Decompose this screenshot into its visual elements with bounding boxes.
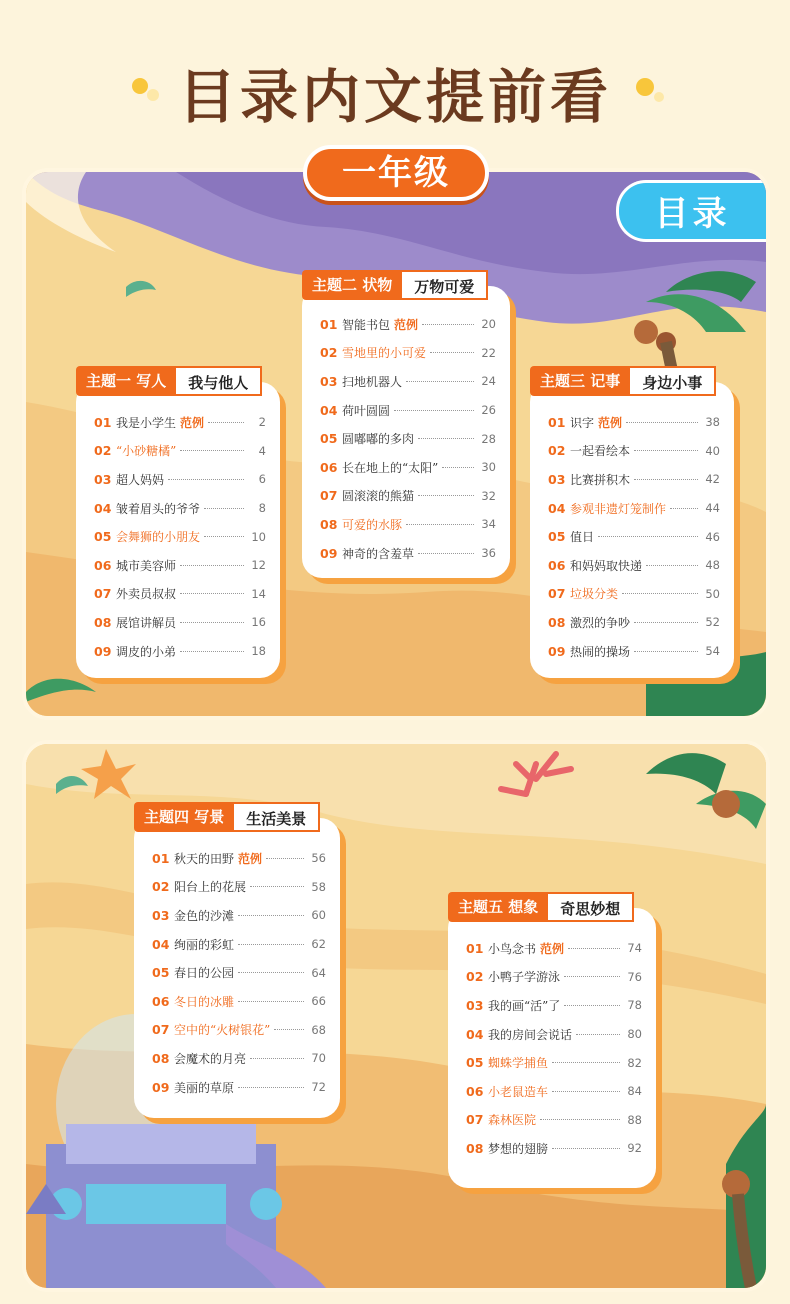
entry-page: 12 bbox=[251, 558, 266, 573]
dotted-leader bbox=[394, 410, 474, 411]
entry-page: 62 bbox=[311, 937, 326, 952]
entry-title: 我是小学生 bbox=[116, 415, 177, 430]
toc-entry bbox=[548, 551, 720, 580]
entry-number: 06 bbox=[94, 557, 112, 573]
toc-entry bbox=[152, 873, 326, 902]
toc-entry bbox=[94, 494, 266, 523]
entry-number: 07 bbox=[94, 586, 112, 602]
toc-entry bbox=[152, 1016, 326, 1045]
contents-tag: 目录 bbox=[616, 180, 766, 242]
entry-title: 一起看绘本 bbox=[570, 444, 631, 459]
entry-title: 和妈妈取快递 bbox=[570, 558, 643, 573]
toc-entry bbox=[94, 580, 266, 609]
entry-number: 05 bbox=[320, 431, 338, 447]
entry-title: 超人妈妈 bbox=[116, 472, 165, 487]
entry-page: 72 bbox=[311, 1080, 326, 1095]
entry-title: 圆滚滚的熊猫 bbox=[342, 489, 415, 504]
example-badge: 范例 bbox=[394, 317, 419, 332]
entry-number: 02 bbox=[94, 443, 112, 459]
dotted-leader bbox=[238, 944, 304, 945]
toc-entry bbox=[548, 408, 720, 437]
entry-number: 05 bbox=[94, 529, 112, 545]
theme-tab bbox=[134, 802, 320, 832]
toc-entry bbox=[94, 408, 266, 437]
entry-number: 08 bbox=[94, 614, 112, 630]
entry-page: 24 bbox=[481, 374, 496, 389]
toc-entry bbox=[466, 1106, 642, 1135]
entry-title: 智能书包 bbox=[342, 317, 391, 332]
entry-title: 我的画“活”了 bbox=[488, 998, 561, 1013]
entry-number: 07 bbox=[466, 1112, 484, 1128]
toc-panel-top bbox=[22, 168, 770, 720]
theme-tab bbox=[76, 366, 262, 396]
entry-number: 03 bbox=[94, 471, 112, 487]
dotted-leader bbox=[250, 886, 304, 887]
entry-page: 50 bbox=[705, 586, 720, 601]
entry-page: 82 bbox=[627, 1055, 642, 1070]
entry-page: 36 bbox=[481, 546, 496, 561]
entry-title: 空中的“火树银花” bbox=[174, 1023, 271, 1038]
dotted-leader bbox=[634, 479, 698, 480]
entry-number: 01 bbox=[94, 414, 112, 430]
toc-card-theme5 bbox=[448, 898, 656, 1188]
dotted-leader bbox=[208, 422, 244, 423]
entry-page: 56 bbox=[311, 851, 326, 866]
entry-page: 18 bbox=[251, 644, 266, 659]
dotted-leader bbox=[180, 651, 244, 652]
entry-title: 调皮的小弟 bbox=[116, 644, 177, 659]
toc-card-theme4 bbox=[134, 808, 340, 1118]
entry-title: 冬日的冰雕 bbox=[174, 994, 235, 1009]
toc-entry bbox=[152, 1073, 326, 1102]
dotted-leader bbox=[266, 858, 304, 859]
dotted-leader bbox=[180, 593, 244, 594]
entry-number: 07 bbox=[152, 1022, 170, 1038]
toc-entry bbox=[466, 1077, 642, 1106]
dotted-leader bbox=[598, 536, 698, 537]
entry-page: 74 bbox=[627, 941, 642, 956]
toc-entry bbox=[320, 453, 496, 482]
entry-number: 09 bbox=[94, 643, 112, 659]
entry-page: 38 bbox=[705, 415, 720, 430]
toc-entry bbox=[152, 930, 326, 959]
entry-page: 54 bbox=[705, 644, 720, 659]
entry-title: 比赛拼积木 bbox=[570, 472, 631, 487]
entry-page: 88 bbox=[627, 1112, 642, 1127]
toc-list bbox=[320, 310, 496, 567]
toc-entry bbox=[320, 310, 496, 339]
entry-number: 08 bbox=[320, 516, 338, 532]
dotted-leader bbox=[646, 565, 698, 566]
entry-page: 78 bbox=[627, 998, 642, 1013]
toc-entry bbox=[152, 987, 326, 1016]
entry-page: 10 bbox=[251, 529, 266, 544]
dotted-leader bbox=[180, 622, 244, 623]
dotted-leader bbox=[568, 948, 620, 949]
dotted-leader bbox=[576, 1034, 620, 1035]
entry-title: 绚丽的彩虹 bbox=[174, 937, 235, 952]
dotted-leader bbox=[430, 352, 474, 353]
theme-topic: 身边小事 bbox=[630, 366, 716, 396]
toc-entry bbox=[548, 494, 720, 523]
theme-topic: 万物可爱 bbox=[402, 270, 488, 300]
entry-number: 07 bbox=[320, 488, 338, 504]
entry-number: 02 bbox=[466, 969, 484, 985]
example-badge: 范例 bbox=[180, 415, 205, 430]
entry-page: 70 bbox=[311, 1051, 326, 1066]
entry-number: 04 bbox=[548, 500, 566, 516]
toc-entry bbox=[152, 958, 326, 987]
dotted-leader bbox=[418, 438, 474, 439]
entry-number: 08 bbox=[152, 1050, 170, 1066]
entry-number: 03 bbox=[320, 373, 338, 389]
entry-number: 06 bbox=[320, 459, 338, 475]
entry-number: 01 bbox=[152, 850, 170, 866]
entry-page: 64 bbox=[311, 965, 326, 980]
dotted-leader bbox=[238, 1001, 304, 1002]
toc-entry bbox=[466, 934, 642, 963]
toc-entry bbox=[466, 1048, 642, 1077]
entry-page: 14 bbox=[251, 586, 266, 601]
entry-page: 42 bbox=[705, 472, 720, 487]
entry-title: 小老鼠造车 bbox=[488, 1084, 549, 1099]
example-badge: 范例 bbox=[540, 941, 565, 956]
toc-entry bbox=[94, 465, 266, 494]
entry-number: 04 bbox=[94, 500, 112, 516]
entry-title: 梦想的翅膀 bbox=[488, 1141, 549, 1156]
entry-page: 40 bbox=[705, 443, 720, 458]
example-badge: 范例 bbox=[238, 851, 263, 866]
theme-label: 主题四 写景 bbox=[134, 802, 234, 832]
entry-title: 激烈的争吵 bbox=[570, 615, 631, 630]
dotted-leader bbox=[422, 324, 474, 325]
toc-list bbox=[152, 844, 326, 1101]
dotted-leader bbox=[250, 1058, 304, 1059]
dotted-leader bbox=[238, 972, 304, 973]
entry-title: 可爱的水豚 bbox=[342, 517, 403, 532]
entry-title: 春日的公园 bbox=[174, 966, 235, 981]
toc-entry bbox=[320, 482, 496, 511]
entry-page: 20 bbox=[481, 317, 496, 332]
toc-entry bbox=[548, 608, 720, 637]
entry-number: 04 bbox=[320, 402, 338, 418]
entry-page: 80 bbox=[627, 1027, 642, 1042]
entry-title: 扫地机器人 bbox=[342, 374, 403, 389]
entry-title: 长在地上的“太阳” bbox=[342, 460, 439, 475]
dotted-leader bbox=[540, 1119, 620, 1120]
toc-entry bbox=[320, 424, 496, 453]
entry-title: 我的房间会说话 bbox=[488, 1027, 573, 1042]
entry-page: 58 bbox=[311, 879, 326, 894]
entry-title: 森林医院 bbox=[488, 1113, 537, 1128]
dotted-leader bbox=[622, 593, 698, 594]
entry-page: 34 bbox=[481, 517, 496, 532]
dotted-leader bbox=[204, 536, 244, 537]
entry-title: 圆嘟嘟的多肉 bbox=[342, 432, 415, 447]
dotted-leader bbox=[418, 553, 474, 554]
toc-entry bbox=[548, 637, 720, 666]
entry-page: 44 bbox=[705, 501, 720, 516]
entry-number: 05 bbox=[548, 529, 566, 545]
entry-page: 68 bbox=[311, 1022, 326, 1037]
entry-title: 荷叶圆圆 bbox=[342, 403, 391, 418]
dotted-leader bbox=[406, 524, 474, 525]
entry-title: 皱着眉头的爷爷 bbox=[116, 501, 201, 516]
toc-entry bbox=[466, 1134, 642, 1163]
dotted-leader bbox=[168, 479, 244, 480]
dotted-leader bbox=[442, 467, 474, 468]
entry-page: 46 bbox=[705, 529, 720, 544]
entry-page: 76 bbox=[627, 969, 642, 984]
toc-card-theme2 bbox=[302, 276, 510, 578]
theme-topic: 我与他人 bbox=[176, 366, 262, 396]
toc-entry bbox=[548, 580, 720, 609]
dotted-leader bbox=[634, 622, 698, 623]
entry-page: 30 bbox=[481, 460, 496, 475]
entry-number: 01 bbox=[320, 316, 338, 332]
entry-page: 28 bbox=[481, 431, 496, 446]
toc-panel-bottom bbox=[22, 740, 770, 1292]
entry-page: 2 bbox=[258, 415, 266, 430]
dotted-leader bbox=[626, 422, 698, 423]
example-badge: 范例 bbox=[598, 415, 623, 430]
entry-title: 阳台上的花展 bbox=[174, 880, 247, 895]
theme-tab bbox=[530, 366, 716, 396]
entry-title: 展馆讲解员 bbox=[116, 615, 177, 630]
toc-entry bbox=[466, 1020, 642, 1049]
entry-page: 26 bbox=[481, 403, 496, 418]
dotted-leader bbox=[406, 381, 474, 382]
theme-label: 主题二 状物 bbox=[302, 270, 402, 300]
entry-title: 美丽的草原 bbox=[174, 1080, 235, 1095]
dotted-leader bbox=[204, 508, 244, 509]
entry-number: 02 bbox=[320, 345, 338, 361]
toc-entry bbox=[320, 339, 496, 368]
entry-page: 66 bbox=[311, 994, 326, 1009]
entry-page: 52 bbox=[705, 615, 720, 630]
entry-title: 城市美容师 bbox=[116, 558, 177, 573]
dotted-leader bbox=[238, 1087, 304, 1088]
entry-number: 02 bbox=[152, 879, 170, 895]
toc-entry bbox=[94, 522, 266, 551]
entry-number: 03 bbox=[466, 997, 484, 1013]
dotted-leader bbox=[564, 1005, 620, 1006]
entry-title: 会舞狮的小朋友 bbox=[116, 530, 201, 545]
dotted-leader bbox=[564, 976, 620, 977]
theme-topic: 生活美景 bbox=[234, 802, 320, 832]
toc-entry bbox=[320, 510, 496, 539]
entry-title: 值日 bbox=[570, 530, 595, 545]
entry-page: 32 bbox=[481, 488, 496, 503]
entry-number: 03 bbox=[152, 907, 170, 923]
entry-number: 02 bbox=[548, 443, 566, 459]
theme-label: 主题五 想象 bbox=[448, 892, 548, 922]
dotted-leader bbox=[274, 1029, 304, 1030]
toc-list bbox=[94, 408, 266, 665]
entry-number: 06 bbox=[466, 1083, 484, 1099]
entry-title: 秋天的田野 bbox=[174, 851, 235, 866]
entry-number: 05 bbox=[152, 965, 170, 981]
entry-number: 04 bbox=[152, 936, 170, 952]
entry-title: 热闹的操场 bbox=[570, 644, 631, 659]
entry-page: 4 bbox=[258, 443, 266, 458]
entry-number: 04 bbox=[466, 1026, 484, 1042]
toc-entry bbox=[548, 437, 720, 466]
entry-title: 识字 bbox=[570, 415, 595, 430]
dotted-leader bbox=[418, 495, 474, 496]
entry-title: 小鸟念书 bbox=[488, 941, 537, 956]
page-title: 目录内文提前看 bbox=[177, 63, 612, 131]
dotted-leader bbox=[670, 508, 698, 509]
entry-page: 22 bbox=[481, 345, 496, 360]
theme-tab bbox=[448, 892, 634, 922]
entry-title: 雪地里的小可爱 bbox=[342, 346, 427, 361]
dotted-leader bbox=[180, 565, 244, 566]
entry-title: 蜘蛛学捕鱼 bbox=[488, 1056, 549, 1071]
dotted-leader bbox=[634, 651, 698, 652]
entry-number: 08 bbox=[466, 1140, 484, 1156]
toc-entry bbox=[152, 1044, 326, 1073]
toc-list bbox=[466, 934, 642, 1163]
toc-entry bbox=[466, 963, 642, 992]
grade-badge: 一年级 bbox=[303, 145, 489, 201]
entry-number: 09 bbox=[152, 1079, 170, 1095]
entry-title: 小鸭子学游泳 bbox=[488, 970, 561, 985]
entry-title: 垃圾分类 bbox=[570, 587, 619, 602]
entry-number: 05 bbox=[466, 1055, 484, 1071]
entry-number: 01 bbox=[466, 940, 484, 956]
dotted-leader bbox=[552, 1091, 620, 1092]
entry-number: 09 bbox=[548, 643, 566, 659]
entry-number: 06 bbox=[548, 557, 566, 573]
entry-title: “小砂糖橘” bbox=[116, 444, 177, 459]
theme-topic: 奇思妙想 bbox=[548, 892, 634, 922]
theme-label: 主题三 记事 bbox=[530, 366, 630, 396]
entry-page: 16 bbox=[251, 615, 266, 630]
entry-title: 金色的沙滩 bbox=[174, 908, 235, 923]
entry-title: 神奇的含羞草 bbox=[342, 546, 415, 561]
entry-page: 8 bbox=[258, 501, 266, 516]
entry-number: 01 bbox=[548, 414, 566, 430]
theme-tab bbox=[302, 270, 488, 300]
entry-page: 48 bbox=[705, 558, 720, 573]
toc-entry bbox=[94, 551, 266, 580]
entry-title: 会魔术的月亮 bbox=[174, 1051, 247, 1066]
entry-page: 92 bbox=[627, 1141, 642, 1156]
toc-entry bbox=[320, 367, 496, 396]
dotted-leader bbox=[180, 450, 244, 451]
toc-entry bbox=[466, 991, 642, 1020]
toc-entry bbox=[152, 844, 326, 873]
dotted-leader bbox=[634, 450, 698, 451]
entry-page: 60 bbox=[311, 908, 326, 923]
entry-number: 09 bbox=[320, 545, 338, 561]
toc-card-theme3 bbox=[530, 372, 734, 678]
entry-page: 84 bbox=[627, 1084, 642, 1099]
entry-number: 08 bbox=[548, 614, 566, 630]
toc-entry bbox=[548, 465, 720, 494]
entry-page: 6 bbox=[258, 472, 266, 487]
toc-entry bbox=[94, 608, 266, 637]
theme-label: 主题一 写人 bbox=[76, 366, 176, 396]
toc-entry bbox=[94, 437, 266, 466]
dotted-leader bbox=[238, 915, 304, 916]
entry-number: 07 bbox=[548, 586, 566, 602]
toc-entry bbox=[152, 901, 326, 930]
entry-title: 外卖员叔叔 bbox=[116, 587, 177, 602]
toc-entry bbox=[320, 396, 496, 425]
entry-number: 03 bbox=[548, 471, 566, 487]
dotted-leader bbox=[552, 1062, 620, 1063]
dotted-leader bbox=[552, 1148, 620, 1149]
entry-number: 06 bbox=[152, 993, 170, 1009]
toc-entry bbox=[548, 522, 720, 551]
toc-card-theme1 bbox=[76, 372, 280, 678]
toc-entry bbox=[320, 539, 496, 568]
entry-title: 参观非遗灯笼制作 bbox=[570, 501, 667, 516]
toc-entry bbox=[94, 637, 266, 666]
toc-list bbox=[548, 408, 720, 665]
